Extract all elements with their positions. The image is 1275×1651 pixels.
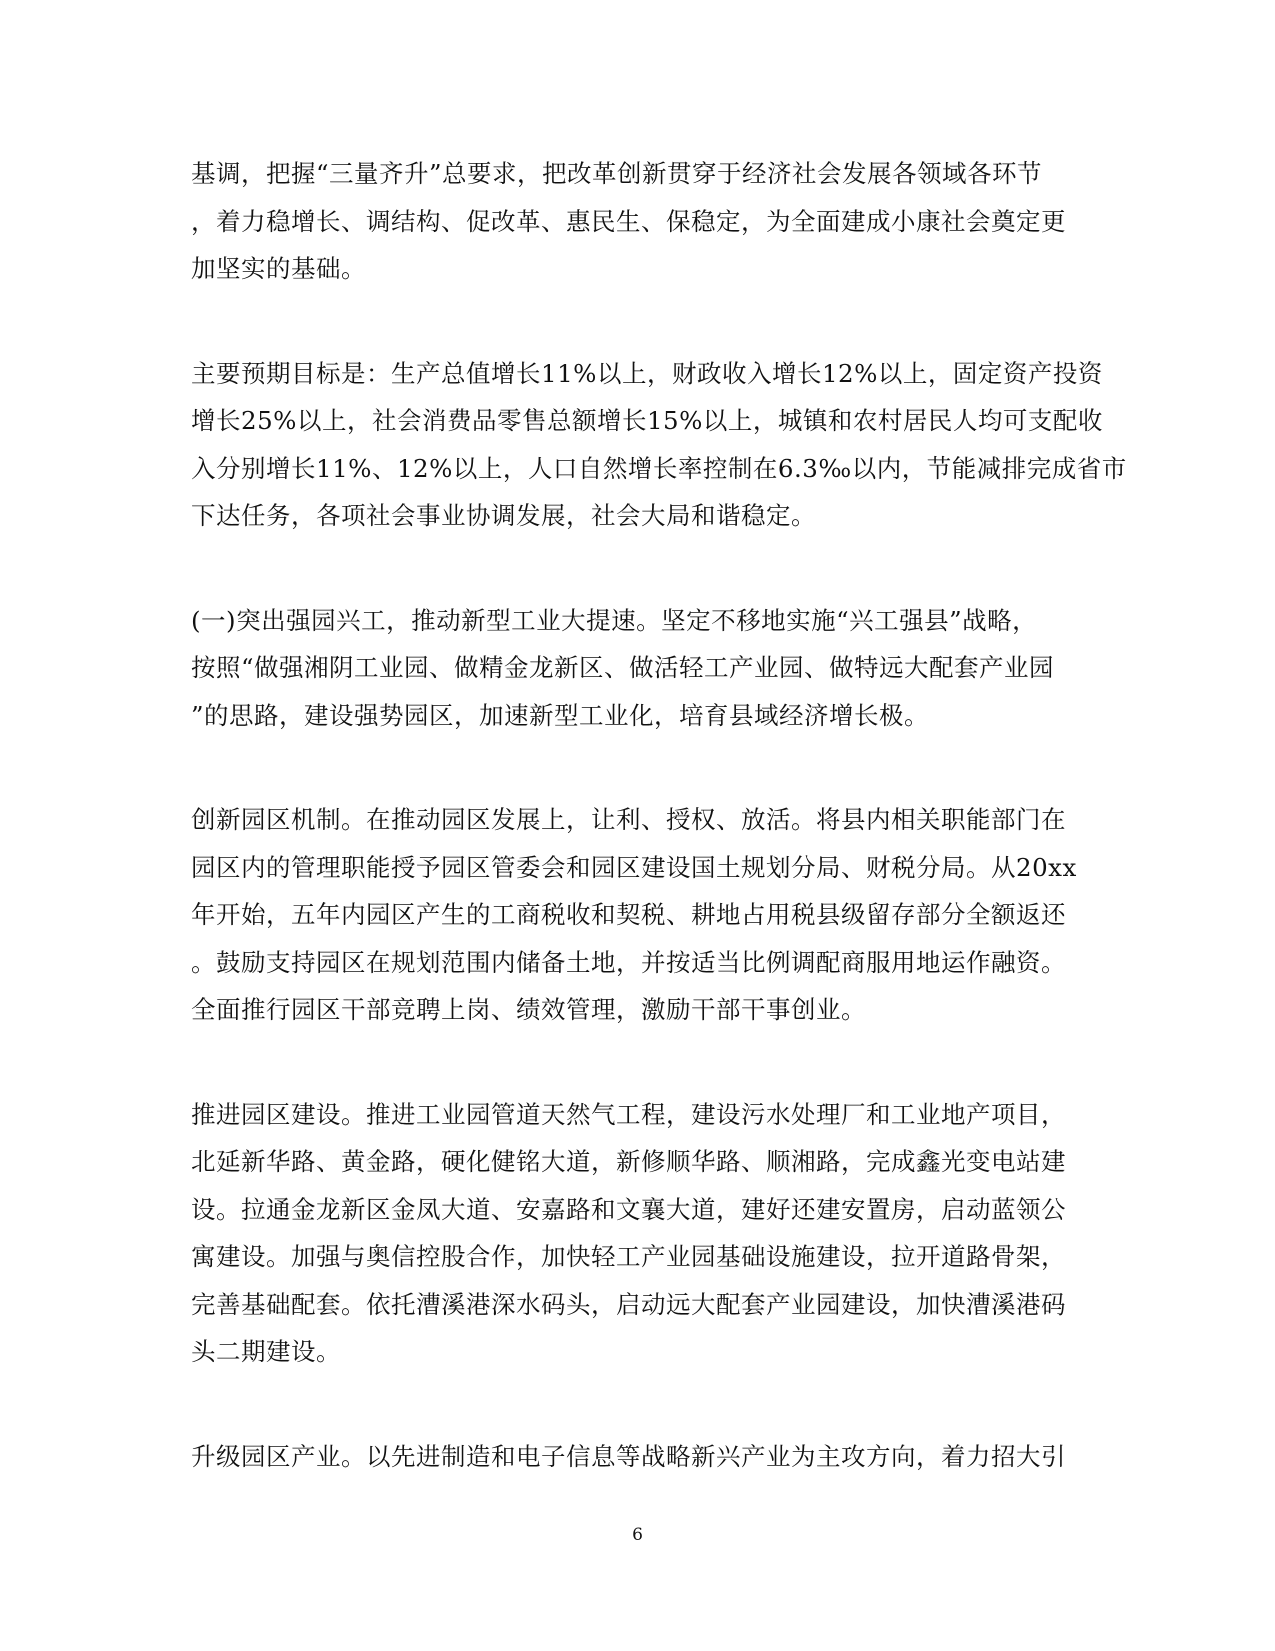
text-line: 完善基础配套。依托漕溪港深水码头，启动远大配套产业园建设，加快漕溪港码 xyxy=(191,1289,1066,1319)
paragraph-basic-tone xyxy=(191,150,1091,293)
text-line: 主要预期目标是：生产总值增长11%以上，财政收入增长12%以上，固定资产投资 xyxy=(191,358,1103,388)
text-line: 升级园区产业。以先进制造和电子信息等战略新兴产业为主攻方向，着力招大引 xyxy=(191,1441,1066,1471)
text-line: 寓建设。加强与奥信控股合作，加快轻工产业园基础设施建设，拉开道路骨架， xyxy=(191,1242,1066,1271)
page-number: 6 xyxy=(632,1525,643,1545)
text-line: 头二期建设。 xyxy=(191,1337,341,1366)
text-line: 基调，把握“三量齐升”总要求，把改革创新贯穿于经济社会发展各领域各环节 xyxy=(191,159,1043,188)
text-line: 。鼓励支持园区在规划范围内储备土地，并按适当比例调配商服用地运作融资。 xyxy=(191,947,1066,977)
paragraph-main-targets xyxy=(191,350,1127,540)
paragraph-park-construction xyxy=(191,1091,1091,1376)
document-body xyxy=(191,150,1127,1537)
paragraph-park-mechanism xyxy=(191,796,1091,1034)
text-line: 加坚实的基础。 xyxy=(191,254,366,283)
text-line: ”的思路，建设强势园区，加速新型工业化，培育县域经济增长极。 xyxy=(191,700,930,730)
text-line: 下达任务，各项社会事业协调发展，社会大局和谐稳定。 xyxy=(191,501,816,530)
text-line: 推进园区建设。推进工业园管道天然气工程，建设污水处理厂和工业地产项目， xyxy=(191,1099,1066,1129)
text-line: 设。拉通金龙新区金凤大道、安嘉路和文襄大道，建好还建安置房，启动蓝领公 xyxy=(191,1194,1066,1224)
text-line: ，着力稳增长、调结构、促改革、惠民生、保稳定，为全面建成小康社会奠定更 xyxy=(191,206,1066,236)
text-line: 年开始，五年内园区产生的工商税收和契税、耕地占用税县级留存部分全额返还 xyxy=(191,900,1066,929)
text-line: (一)突出强园兴工，推动新型工业大提速。坚定不移地实施“兴工强县”战略， xyxy=(191,605,1038,635)
text-line: 北延新华路、黄金路，硬化健铭大道，新修顺华路、顺湘路，完成鑫光变电站建 xyxy=(191,1147,1066,1176)
text-line: 按照“做强湘阴工业园、做精金龙新区、做活轻工产业园、做特远大配套产业园 xyxy=(191,653,1055,682)
text-line: 全面推行园区干部竞聘上岗、绩效管理，激励干部干事创业。 xyxy=(191,995,866,1024)
text-line: 增长25%以上，社会消费品零售总额增长15%以上，城镇和农村居民人均可支配收 xyxy=(191,406,1103,435)
text-line: 入分别增长11%、12%以上，人口自然增长率控制在6.3‰以内，节能减排完成省市 xyxy=(191,453,1127,483)
paragraph-park-industry xyxy=(191,1433,1091,1481)
text-line: 创新园区机制。在推动园区发展上，让利、授权、放活。将县内相关职能部门在 xyxy=(191,805,1066,834)
paragraph-section-one xyxy=(191,597,1091,740)
text-line: 园区内的管理职能授予园区管委会和园区建设国土规划分局、财税分局。从20xx xyxy=(191,852,1077,882)
